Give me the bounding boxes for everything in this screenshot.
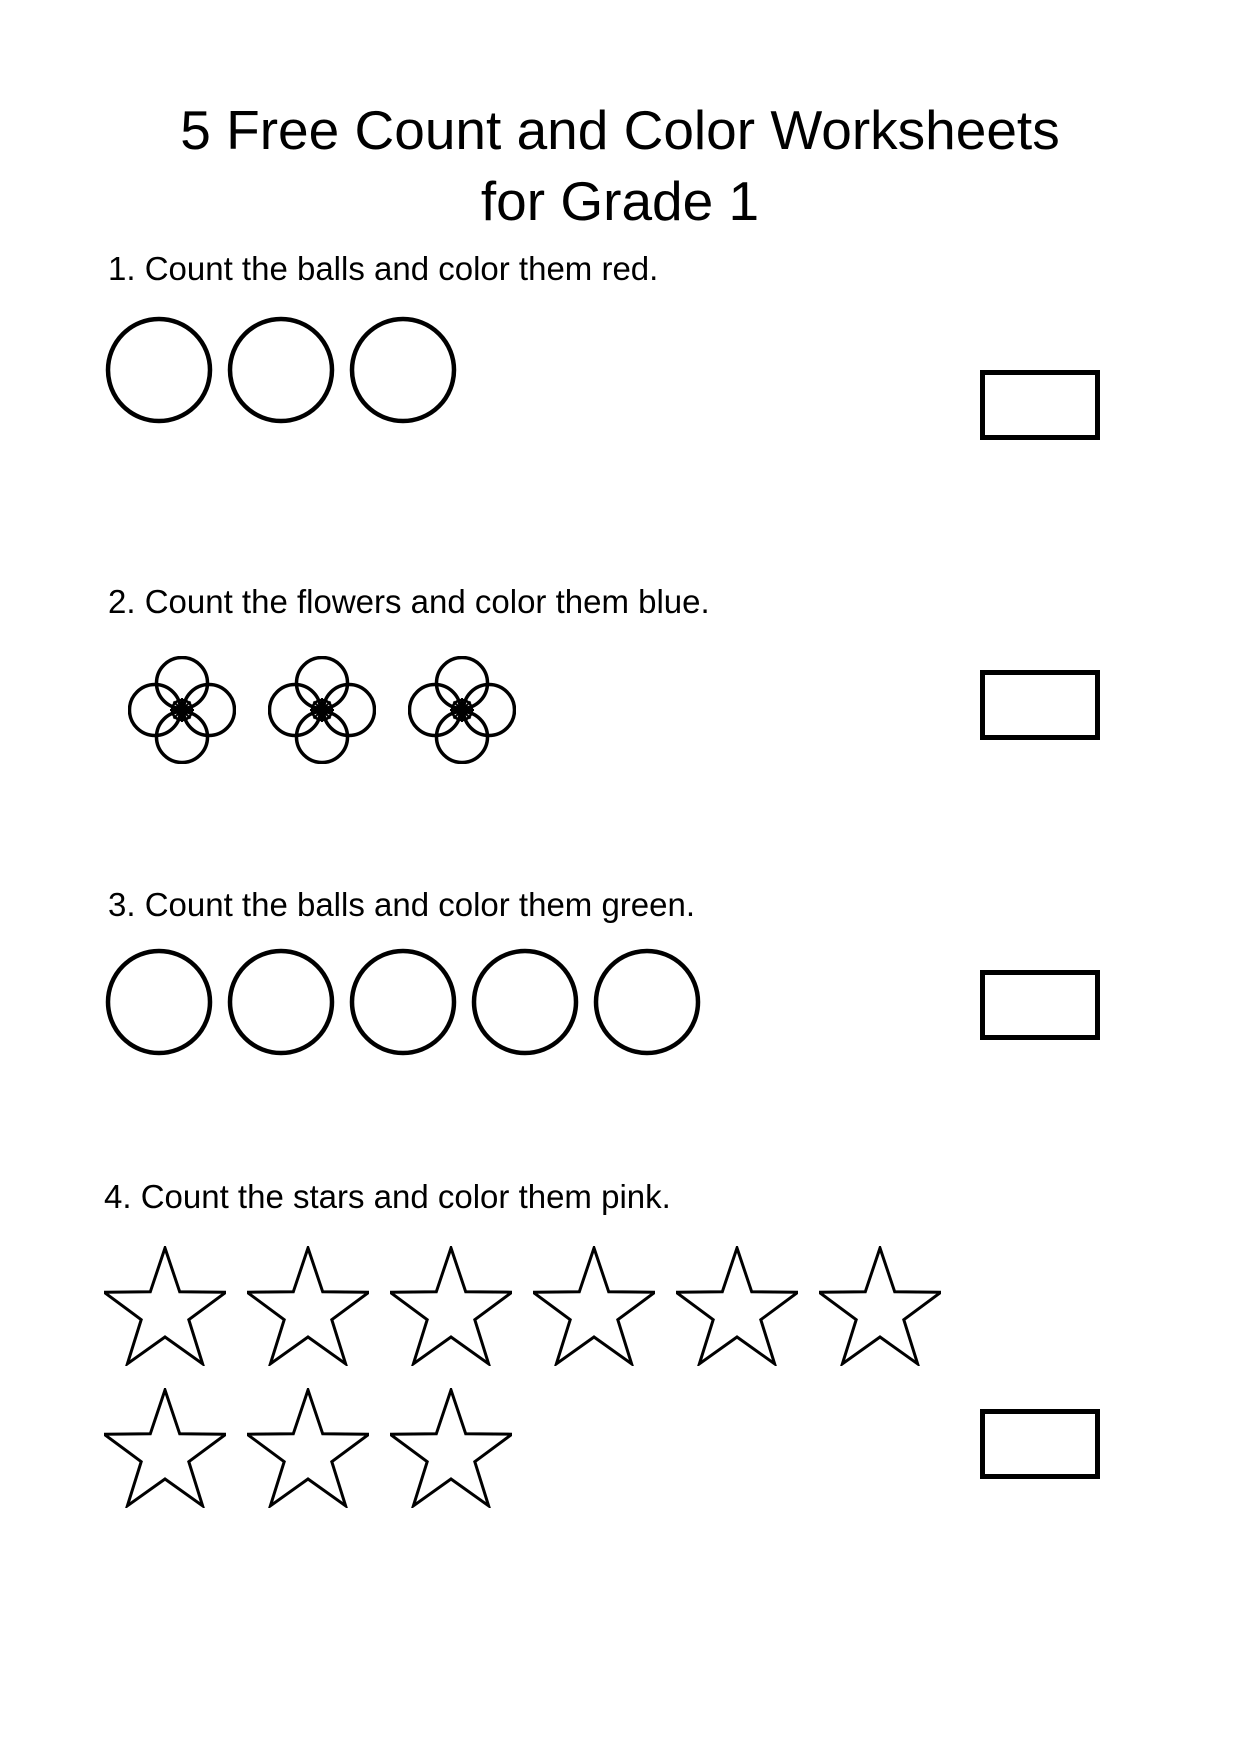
ball-shape <box>471 948 579 1056</box>
answer-box-2[interactable] <box>980 670 1100 740</box>
star-shape <box>104 1388 226 1508</box>
question-text-3: 3. Count the balls and color them green. <box>108 886 696 923</box>
page-title <box>0 95 1240 238</box>
ball-shape <box>593 948 701 1056</box>
star-shape <box>247 1246 369 1366</box>
star-shape <box>676 1246 798 1366</box>
star-shape <box>819 1246 941 1366</box>
flower-shape <box>128 656 236 764</box>
star-shape <box>390 1388 512 1508</box>
ball-shape <box>349 948 457 1056</box>
star-shape <box>247 1388 369 1508</box>
ball-shape <box>227 948 335 1056</box>
ball-row-1 <box>105 316 457 424</box>
ball-shape <box>105 316 213 424</box>
star-shape <box>533 1246 655 1366</box>
flower-row-2 <box>128 656 516 764</box>
star-shape <box>104 1246 226 1366</box>
ball-shape <box>227 316 335 424</box>
ball-shape <box>105 948 213 1056</box>
flower-shape <box>408 656 516 764</box>
star-row-4 <box>104 1246 949 1508</box>
question-text-1: 1. Count the balls and color them red. <box>108 250 659 287</box>
page-title-line1: 5 Free Count and Color Worksheets <box>180 98 1060 161</box>
answer-box-1[interactable] <box>980 370 1100 440</box>
ball-row-3 <box>105 948 701 1056</box>
page-title-line2: for Grade 1 <box>480 170 760 233</box>
answer-box-4[interactable] <box>980 1409 1100 1479</box>
question-text-4: 4. Count the stars and color them pink. <box>104 1178 671 1215</box>
star-shape <box>390 1246 512 1366</box>
answer-box-3[interactable] <box>980 970 1100 1040</box>
question-text-2: 2. Count the flowers and color them blue. <box>108 583 710 620</box>
flower-shape <box>268 656 376 764</box>
ball-shape <box>349 316 457 424</box>
